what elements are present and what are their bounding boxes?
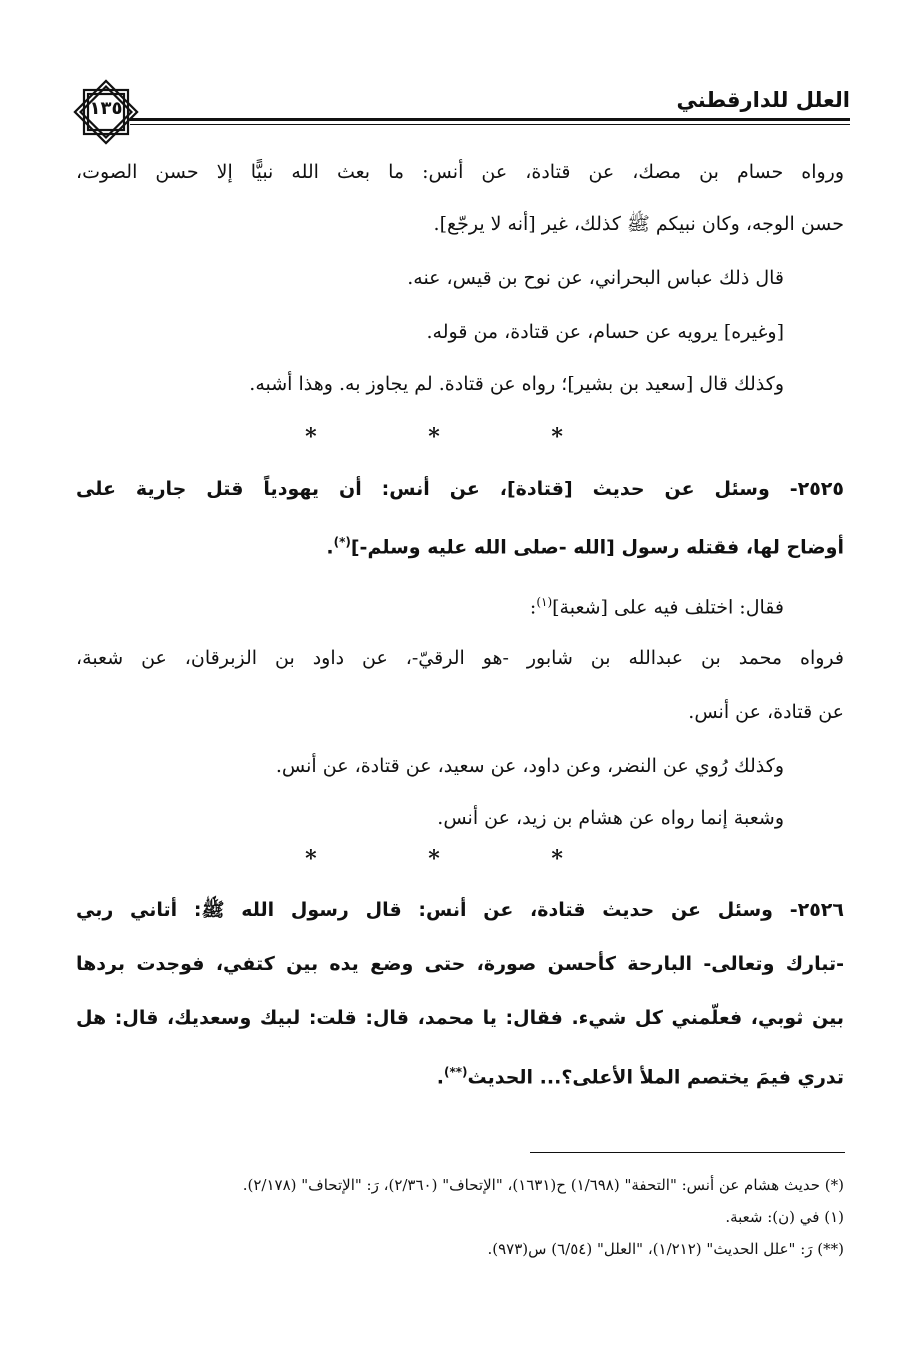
footnote: (**) رَ: "علل الحديث" (١/٢١٢)، "العلل" (٦/٥٤) س(٩٧٣). — [487, 1240, 844, 1258]
footnote: (١) في (ن): شعبة. — [725, 1208, 844, 1226]
paragraph-line: وشعبة إنما رواه عن هشام بن زيد، عن أنس. — [437, 807, 784, 829]
paragraph-line: قال ذلك عباس البحراني، عن نوح بن قيس، عنه. — [407, 267, 784, 289]
paragraph-line: وكذلك قال [سعيد بن بشير]؛ رواه عن قتادة. لم يجاوز به. وهذا أشبه. — [249, 373, 784, 395]
hadith-heading-line: -تبارك وتعالى- البارحة كأحسن صورة، حتى وضع يده بين كتفي، فوجدت بردها — [76, 953, 844, 975]
heading-text: تدري فيمَ يختصم الملأ الأعلى؟... الحديث — [467, 1066, 844, 1089]
paragraph-line: فرواه محمد بن عبدالله بن شابور -هو الرقيّ-، عن داود بن الزبرقان، عن شعبة، — [76, 647, 844, 669]
paragraph-line: عن قتادة، عن أنس. — [688, 701, 844, 723]
paragraph-line: حسن الوجه، وكان نبيكم ﷺ كذلك، غير [أنه لا يرجّع]. — [433, 213, 844, 235]
page-header — [70, 76, 850, 136]
footnote-marker: (*) — [333, 535, 351, 549]
hadith-heading-line: بين ثوبي، فعلّمني كل شيء. فقال: يا محمد، قال: قلت: لبيك وسعديك، قال: هل — [76, 1007, 844, 1029]
running-title: العلل للدارقطني — [676, 88, 850, 112]
header-rule-thin — [130, 124, 850, 125]
paragraph-line: فقال: اختلف فيه على [شعبة]$^{(١)}$: — [529, 595, 784, 619]
page-number: ١٣٥ — [89, 98, 123, 119]
heading-text: أوضاح لها، فقتله رسول [الله -صلى الله عليه وسلم-] — [350, 536, 844, 559]
hadith-heading-line: ٢٥٢٦- وسئل عن حديث قتادة، عن أنس: قال رسول الله ﷺ: أتاني ربي — [76, 899, 844, 921]
paragraph-text: فقال: اختلف فيه على [شعبة] — [552, 596, 784, 619]
hadith-heading-line: أوضاح لها، فقتله رسول [الله -صلى الله عليه وسلم-](*). — [326, 535, 844, 559]
paragraph-line: [وغيره] يرويه عن حسام، عن قتادة، من قوله. — [426, 321, 784, 343]
footnote-divider — [530, 1152, 845, 1153]
paragraph-line: وكذلك رُوي عن النضر، وعن داود، عن سعيد، عن قتادة، عن أنس. — [275, 755, 784, 777]
hadith-heading-line: تدري فيمَ يختصم الملأ الأعلى؟... الحديث(**). — [436, 1065, 844, 1089]
header-rule — [130, 118, 850, 121]
footnote-marker: (١) — [536, 595, 553, 609]
paragraph-line: ورواه حسام بن مصك، عن قتادة، عن أنس: ما بعث الله نبيًّا إلا حسن الصوت، — [76, 161, 844, 183]
section-separator: * * * — [305, 424, 615, 450]
section-separator: * * * — [305, 846, 615, 872]
footnote: (*) حديث هشام عن أنس: "التحفة" (١/٦٩٨) ح(١٦٣١)، "الإتحاف" (٢/٣٦٠)، رَ: "الإتحاف" (٢/١٧٨). — [242, 1176, 844, 1194]
footnote-marker: (**) — [443, 1065, 468, 1079]
hadith-heading-line: ٢٥٢٥- وسئل عن حديث [قتادة]، عن أنس: أن يهودياً قتل جارية على — [76, 478, 844, 500]
